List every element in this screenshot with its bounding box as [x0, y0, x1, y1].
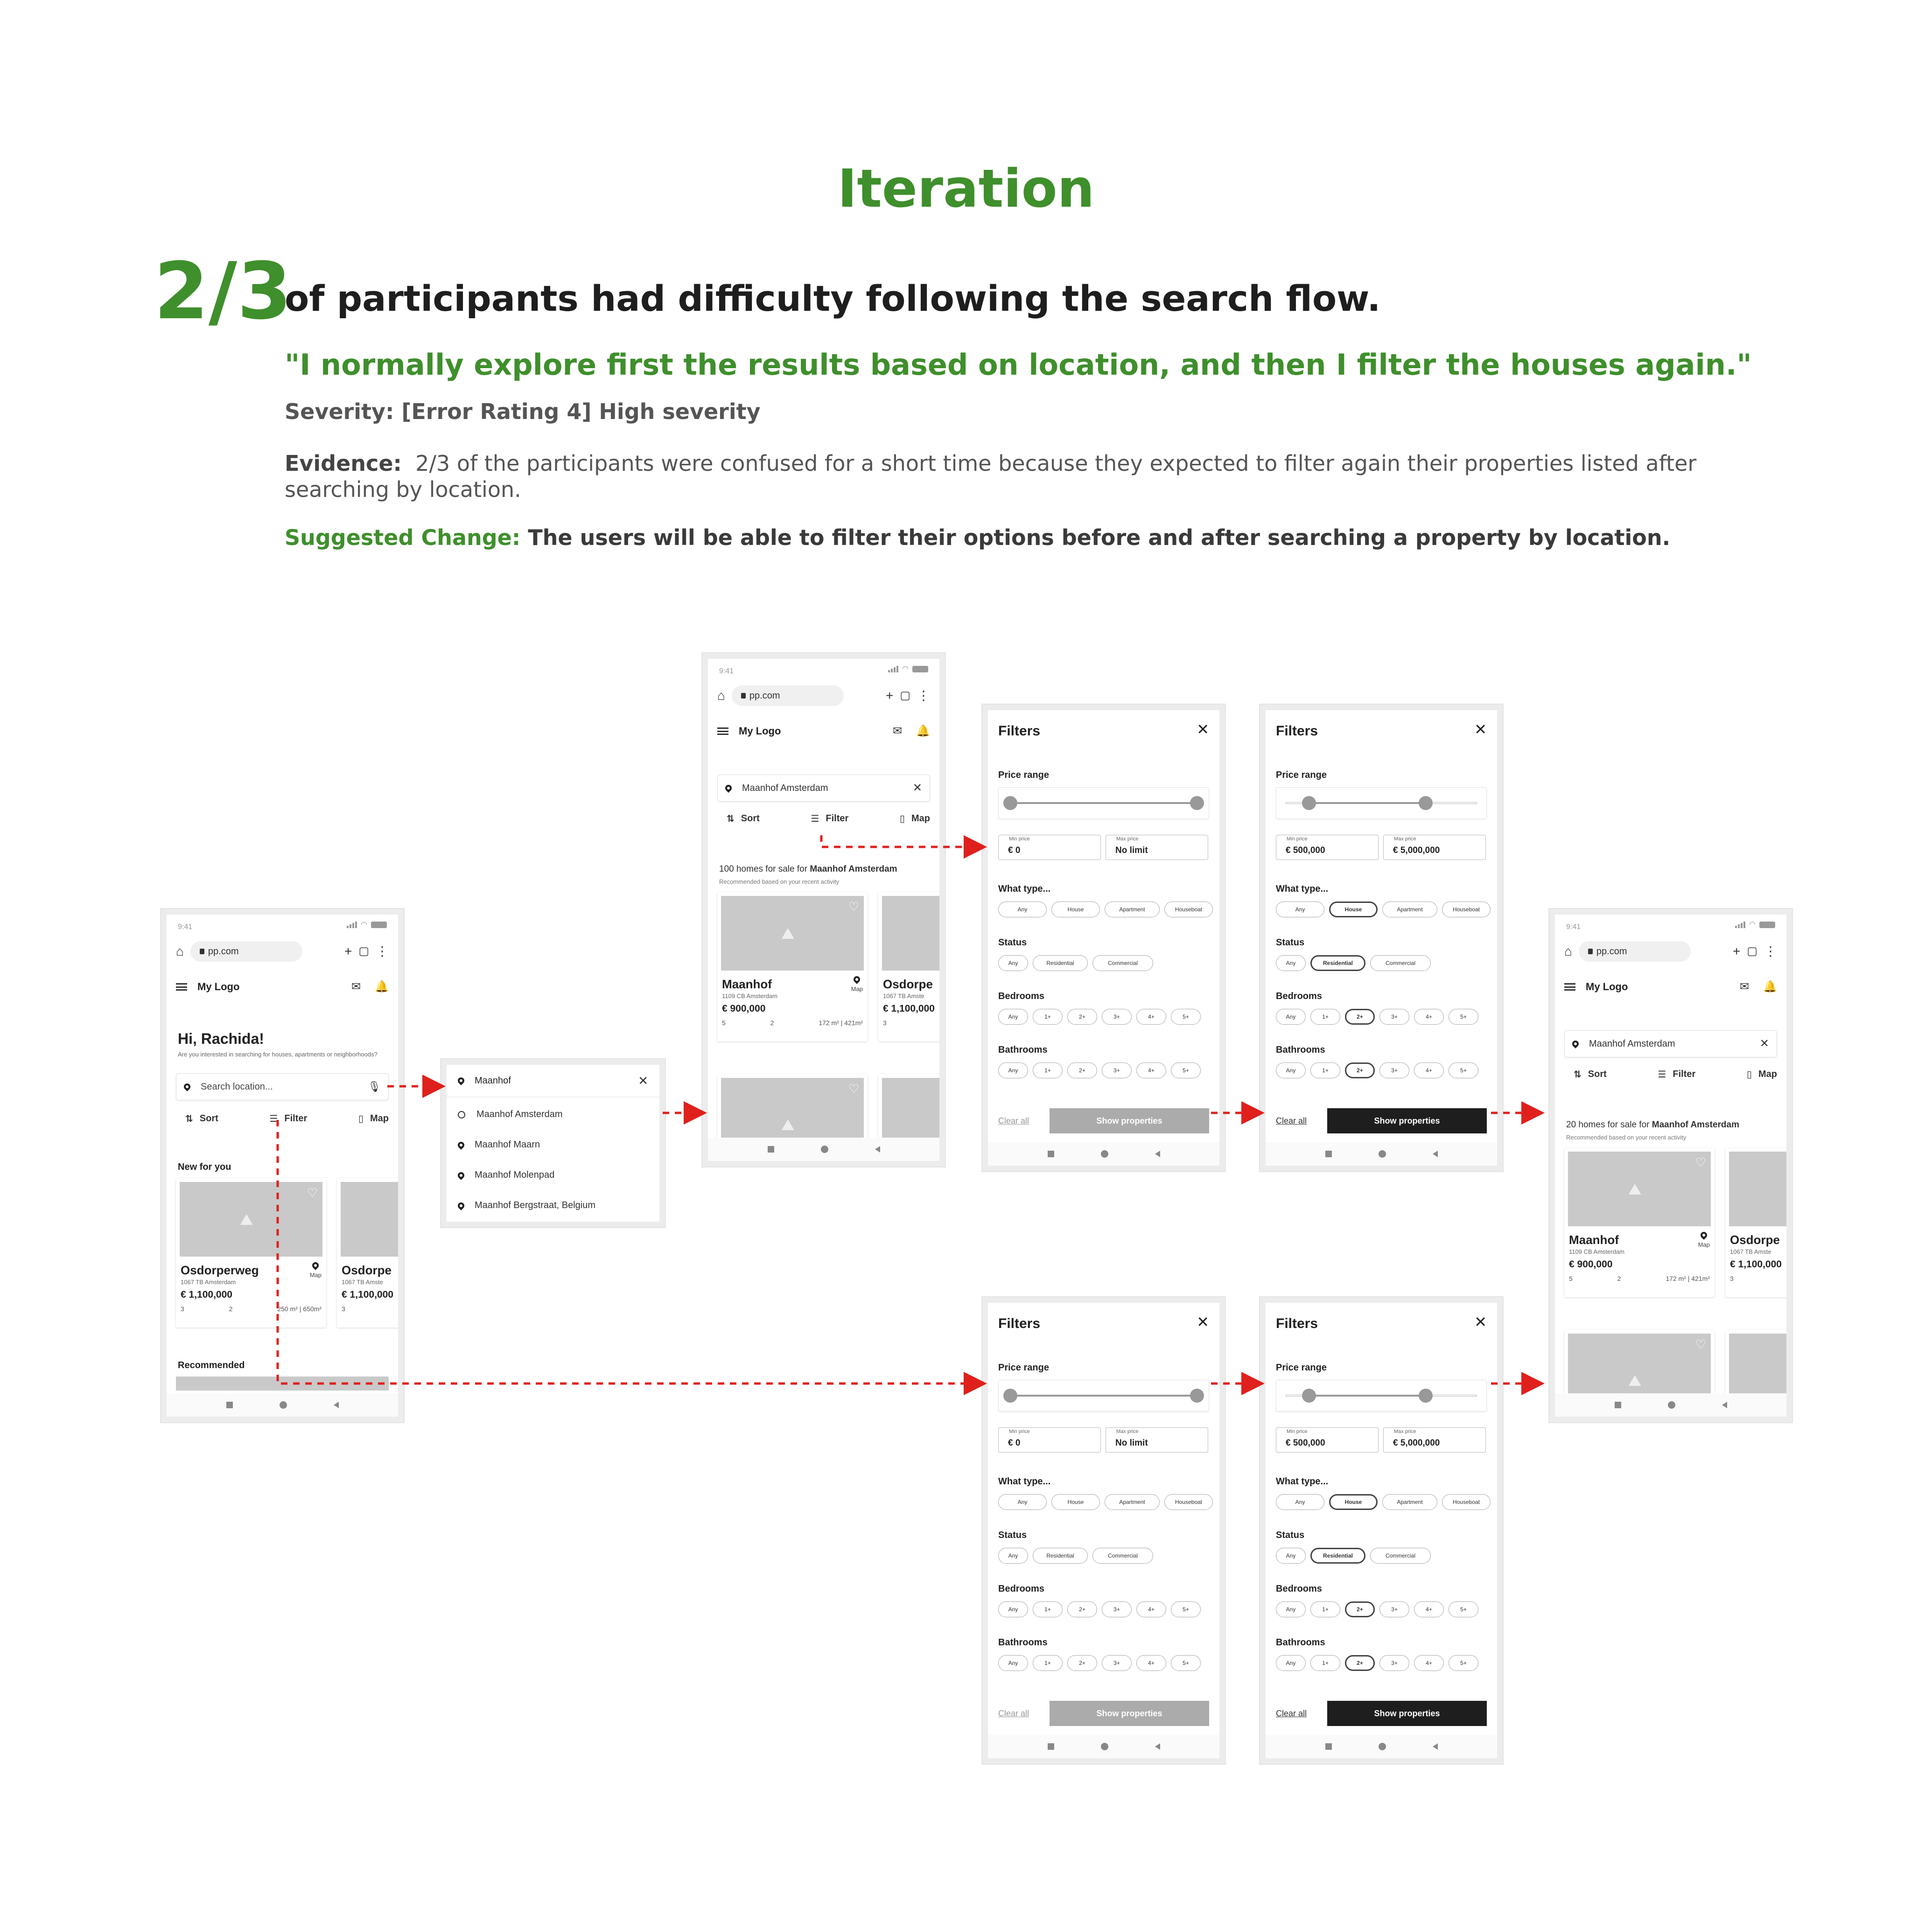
sort-label: Sort — [199, 1113, 218, 1124]
results-count-prefix: 20 homes for sale for — [1566, 1120, 1652, 1130]
home-icon[interactable]: ⌂ — [176, 944, 184, 958]
map-icon: ▯ — [899, 814, 905, 824]
type-label: What type... — [1276, 884, 1329, 894]
new-tab-icon[interactable]: + — [1732, 944, 1741, 958]
filter-chip[interactable]: 2+ — [1067, 1062, 1097, 1078]
filter-chip[interactable]: 2+ — [1345, 1655, 1375, 1671]
filter-chip[interactable]: 5+ — [1449, 1655, 1478, 1671]
filter-chip[interactable]: 2+ — [1067, 1655, 1097, 1671]
property-price: € 1,100,000 — [181, 1289, 232, 1300]
filter-chip[interactable]: Apartment — [1382, 1494, 1437, 1510]
bathrooms-label: Bathrooms — [1276, 1045, 1325, 1055]
filter-chip[interactable]: Any — [998, 1494, 1047, 1510]
filters-title: Filters — [998, 1316, 1041, 1331]
status-time: 9:41 — [719, 667, 734, 675]
filters-title: Filters — [1276, 1316, 1318, 1331]
wifi-icon: ◠ — [361, 921, 367, 929]
filter-chip[interactable]: 1+ — [1033, 1601, 1063, 1617]
search-placeholder: Search location... — [201, 1081, 273, 1092]
filter-chip[interactable]: 3+ — [1102, 1062, 1132, 1078]
filter-chip[interactable]: Any — [998, 902, 1047, 917]
filter-chip[interactable]: Any — [1276, 1548, 1306, 1564]
wifi-icon: ◠ — [902, 665, 909, 673]
max-price-label: Max price — [1394, 1429, 1416, 1434]
image-placeholder-icon: ⛰ — [240, 1211, 253, 1229]
bed-count: 3 — [883, 1019, 887, 1027]
max-price-label: Max price — [1116, 836, 1139, 842]
filter-chip[interactable]: 2+ — [1067, 1009, 1097, 1025]
greeting-subtext: Are you interested in searching for houses, apartments or neighborhoods? — [178, 1051, 378, 1058]
filter-label: Filter — [284, 1113, 308, 1124]
filter-chip[interactable]: Any — [998, 1655, 1028, 1671]
clear-all-button[interactable]: Clear all — [1276, 1708, 1307, 1718]
filter-chip[interactable]: Any — [998, 1548, 1028, 1564]
filter-chip[interactable]: 4+ — [1136, 1062, 1166, 1078]
property-price: € 1,100,000 — [883, 1003, 935, 1014]
suggestion-label: Maanhof Bergstraat, Belgium — [475, 1200, 596, 1210]
filters-title: Filters — [998, 723, 1041, 739]
stat-text: of participants had difficulty following the search flow. — [285, 278, 1381, 319]
max-price-value: No limit — [1115, 846, 1148, 855]
property-price: € 1,100,000 — [342, 1289, 393, 1300]
filter-chip[interactable]: Any — [1276, 1494, 1324, 1510]
filter-chip[interactable]: Any — [1276, 1655, 1306, 1671]
filter-chip[interactable]: 5+ — [1449, 1601, 1478, 1617]
filter-chip[interactable]: House — [1051, 1494, 1100, 1510]
filter-chip[interactable]: 4+ — [1136, 1601, 1166, 1617]
filter-chip[interactable]: Any — [998, 955, 1028, 971]
type-label: What type... — [998, 884, 1051, 894]
property-name: Osdorpe — [883, 977, 933, 991]
heart-icon[interactable]: ♡ — [1695, 1337, 1706, 1351]
filter-chip[interactable]: 4+ — [1414, 1601, 1444, 1617]
max-price-value: No limit — [1115, 1438, 1148, 1448]
image-placeholder-icon: ⛰ — [1628, 1372, 1642, 1390]
logo: My Logo — [1586, 981, 1628, 992]
min-price-value: € 0 — [1008, 1438, 1021, 1448]
section-recommended: Recommended — [178, 1360, 245, 1370]
filter-chip[interactable]: Commercial — [1370, 1548, 1431, 1564]
logo: My Logo — [739, 725, 781, 737]
filter-chip[interactable]: 5+ — [1449, 1009, 1478, 1025]
min-price-label: Min price — [1009, 1429, 1030, 1434]
close-icon[interactable]: ✕ — [1474, 1314, 1487, 1330]
filter-chip[interactable]: Houseboat — [1164, 902, 1213, 917]
filter-icon: ☰ — [1658, 1069, 1666, 1080]
suggested-label: Suggested Change: — [285, 525, 521, 550]
property-name: Osdorperweg — [181, 1263, 259, 1277]
filter-chip[interactable]: 4+ — [1136, 1009, 1166, 1025]
results-count-place: Maanhof Amsterdam — [810, 864, 897, 874]
greeting: Hi, Rachida! — [178, 1030, 264, 1047]
max-price-value: € 5,000,000 — [1393, 846, 1440, 855]
filter-chip[interactable]: Residential — [1033, 1548, 1088, 1564]
filter-chip[interactable]: Residential — [1310, 1548, 1365, 1564]
filter-chip[interactable]: Any — [998, 1601, 1028, 1617]
sort-icon: ⇅ — [727, 814, 735, 824]
property-address: 1109 CB Amsterdam — [1569, 1248, 1624, 1255]
bedrooms-label: Bedrooms — [1276, 1584, 1322, 1594]
filter-chip[interactable]: Any — [1276, 1062, 1306, 1078]
mail-icon[interactable]: ✉ — [351, 980, 361, 993]
filter-icon: ☰ — [811, 814, 819, 824]
new-tab-icon[interactable]: + — [344, 944, 352, 958]
recommended-note: Recommended based on your recent activity — [719, 878, 840, 885]
property-name: Maanhof — [722, 977, 772, 991]
filter-chip[interactable]: 4+ — [1414, 1062, 1444, 1078]
show-properties-button[interactable]: Show properties — [1050, 1108, 1209, 1133]
more-icon[interactable]: ⋮ — [917, 688, 930, 703]
evidence-text: 2/3 of the participants were confused for a short time because they expected to filter again their properties listed after searching by location. — [285, 451, 1697, 502]
sort-icon: ⇅ — [1574, 1069, 1582, 1080]
filter-chip[interactable]: 3+ — [1379, 1009, 1409, 1025]
participant-quote: "I normally explore first the results based on location, and then I filter the houses again." — [285, 348, 1752, 382]
filter-chip[interactable]: 3+ — [1379, 1601, 1409, 1617]
filter-chip[interactable]: 4+ — [1136, 1655, 1166, 1671]
bedrooms-label: Bedrooms — [998, 1584, 1044, 1594]
property-address: 1109 CB Amsterdam — [722, 992, 777, 999]
filter-chip[interactable]: 5+ — [1171, 1601, 1201, 1617]
filter-chip[interactable]: 5+ — [1171, 1062, 1201, 1078]
evidence-label: Evidence: — [285, 451, 402, 476]
max-price-label: Max price — [1394, 836, 1416, 842]
status-time: 9:41 — [1566, 923, 1581, 931]
status-label: Status — [1276, 1530, 1305, 1540]
sort-icon: ⇅ — [185, 1114, 193, 1124]
logo: My Logo — [197, 981, 240, 992]
heart-icon[interactable]: ♡ — [848, 900, 859, 914]
bed-count: 3 — [1730, 1275, 1734, 1282]
min-price-label: Min price — [1287, 1429, 1308, 1434]
max-price-value: € 5,000,000 — [1393, 1438, 1440, 1448]
filter-chip[interactable]: 3+ — [1102, 1655, 1132, 1671]
area: 172 m² | 421m² — [1666, 1275, 1710, 1282]
show-properties-button[interactable]: Show properties — [1050, 1701, 1209, 1726]
filter-chip[interactable]: 3+ — [1102, 1601, 1132, 1617]
map-label: Map — [370, 1113, 389, 1124]
tabs-icon[interactable]: ▢ — [900, 689, 910, 702]
close-icon[interactable]: ✕ — [1474, 721, 1487, 738]
url-text: pp.com — [749, 690, 780, 701]
bath-count: 2 — [1617, 1275, 1621, 1282]
filter-chip[interactable]: 1+ — [1033, 1655, 1063, 1671]
heart-icon[interactable]: ♡ — [1695, 1155, 1706, 1169]
map-icon: ▯ — [1746, 1069, 1752, 1080]
show-properties-button[interactable]: Show properties — [1327, 1108, 1487, 1133]
filter-chip[interactable]: 1+ — [1310, 1655, 1340, 1671]
filter-chip[interactable]: 1+ — [1033, 1009, 1063, 1025]
map-icon: ▯ — [358, 1114, 364, 1124]
bed-count: 3 — [181, 1305, 184, 1313]
filter-chip[interactable]: 5+ — [1449, 1062, 1478, 1078]
filter-chip[interactable]: 1+ — [1033, 1062, 1063, 1078]
filter-chip[interactable]: 2+ — [1345, 1601, 1375, 1617]
clear-all-button[interactable]: Clear all — [1276, 1116, 1307, 1125]
status-time: 9:41 — [178, 923, 193, 931]
arrow-home-filter-to-filters — [278, 1120, 982, 1384]
filter-chip[interactable]: 2+ — [1067, 1601, 1097, 1617]
bedrooms-label: Bedrooms — [998, 991, 1044, 1001]
price-range-label: Price range — [998, 770, 1049, 780]
suggestion-label: Maanhof Molenpad — [475, 1170, 555, 1180]
stat-number: 2/3 — [154, 245, 292, 337]
bathrooms-label: Bathrooms — [1276, 1637, 1325, 1648]
filter-chip[interactable]: Houseboat — [1164, 1494, 1213, 1510]
image-placeholder-icon: ⛰ — [1628, 1181, 1642, 1198]
filter-chip[interactable]: 3+ — [1379, 1062, 1409, 1078]
filter-chip[interactable]: Any — [1276, 955, 1306, 971]
status-label: Status — [998, 937, 1027, 948]
filter-chip[interactable]: 3+ — [1379, 1655, 1409, 1671]
bell-icon[interactable]: 🔔 — [1763, 980, 1777, 993]
bath-count: 2 — [770, 1019, 774, 1027]
map-link-label: Map — [309, 1272, 322, 1279]
min-price-value: € 500,000 — [1286, 1438, 1325, 1448]
new-tab-icon[interactable]: + — [885, 688, 894, 703]
filter-chip[interactable]: 4+ — [1414, 1009, 1444, 1025]
tabs-icon[interactable]: ▢ — [358, 945, 369, 958]
filter-chip[interactable]: Any — [1276, 1601, 1306, 1617]
filter-chip[interactable]: Houseboat — [1442, 1494, 1491, 1510]
min-price-label: Min price — [1009, 836, 1030, 842]
bell-icon[interactable]: 🔔 — [375, 980, 389, 993]
price-range-label: Price range — [998, 1363, 1049, 1373]
property-price: € 900,000 — [1569, 1259, 1613, 1270]
filter-chip[interactable]: 1+ — [1310, 1601, 1340, 1617]
status-label: Status — [1276, 937, 1305, 948]
clear-all-button[interactable]: Clear all — [998, 1116, 1029, 1125]
bell-icon[interactable]: 🔔 — [916, 725, 930, 737]
min-price-value: € 500,000 — [1286, 846, 1325, 855]
show-properties-button[interactable]: Show properties — [1327, 1701, 1487, 1726]
close-icon[interactable]: ✕ — [1197, 1314, 1209, 1330]
area: 250 m² | 650m² — [277, 1305, 322, 1313]
filter-chip[interactable]: Houseboat — [1442, 902, 1491, 917]
tabs-icon[interactable]: ▢ — [1747, 945, 1757, 958]
mail-icon[interactable]: ✉ — [1740, 980, 1750, 993]
search-value: Maanhof Amsterdam — [742, 783, 828, 793]
sort-label: Sort — [741, 813, 760, 824]
severity-rating: Severity: [Error Rating 4] High severity — [285, 399, 761, 424]
map-link-label: Map — [851, 985, 863, 992]
results-count-prefix: 100 homes for sale for — [719, 864, 810, 874]
filter-chip[interactable]: Apartment — [1382, 902, 1437, 917]
filter-label: Filter — [826, 813, 849, 824]
search-query: Maanhof — [475, 1075, 511, 1086]
mail-icon[interactable]: ✉ — [893, 725, 903, 737]
section-new-for-you: New for you — [178, 1162, 231, 1172]
filter-chip[interactable]: 5+ — [1171, 1655, 1201, 1671]
min-price-label: Min price — [1287, 836, 1308, 842]
max-price-label: Max price — [1116, 1429, 1139, 1434]
filter-label: Filter — [1673, 1069, 1696, 1079]
suggestion-label: Maanhof Maarn — [475, 1139, 540, 1150]
wifi-icon: ◠ — [1749, 921, 1756, 929]
more-icon[interactable]: ⋮ — [1764, 944, 1777, 958]
image-placeholder-icon: ⛰ — [781, 925, 795, 943]
filter-chip[interactable]: 5+ — [1171, 1009, 1201, 1025]
heart-icon[interactable]: ♡ — [848, 1082, 859, 1096]
more-icon[interactable]: ⋮ — [376, 944, 389, 958]
filter-icon: ☰ — [269, 1114, 278, 1124]
filter-chip[interactable]: 1+ — [1310, 1009, 1340, 1025]
filter-chip[interactable]: Commercial — [1092, 1548, 1153, 1564]
property-price: € 900,000 — [722, 1003, 766, 1014]
filter-chip[interactable]: Any — [998, 1062, 1028, 1078]
property-name: Osdorpe — [342, 1263, 392, 1277]
clear-all-button[interactable]: Clear all — [998, 1708, 1029, 1718]
filter-chip[interactable]: 2+ — [1345, 1009, 1375, 1025]
filters-title: Filters — [1276, 723, 1318, 739]
property-price: € 1,100,000 — [1730, 1259, 1782, 1270]
filter-chip[interactable]: House — [1329, 902, 1378, 917]
property-address: 1067 TB Amsterdam — [181, 1279, 236, 1286]
price-range-label: Price range — [1276, 1363, 1327, 1373]
property-address: 1067 TB Amste — [342, 1279, 383, 1286]
close-icon[interactable]: ✕ — [912, 782, 922, 794]
bed-count: 5 — [1569, 1275, 1573, 1282]
close-icon[interactable]: ✕ — [638, 1074, 648, 1088]
sort-label: Sort — [1588, 1069, 1607, 1079]
map-label: Map — [1758, 1069, 1777, 1079]
filter-chip[interactable]: Any — [1276, 902, 1324, 917]
page-title: Iteration — [837, 159, 1095, 219]
filter-chip[interactable]: Apartment — [1105, 902, 1160, 917]
filter-chip[interactable]: Residential — [1033, 955, 1088, 971]
filter-chip[interactable]: 1+ — [1310, 1062, 1340, 1078]
area: 172 m² | 421m² — [819, 1019, 863, 1027]
arrow-results-filter-to-filters — [821, 835, 982, 847]
close-icon[interactable]: ✕ — [1197, 721, 1209, 738]
filter-chip[interactable]: Any — [1276, 1009, 1306, 1025]
price-range-label: Price range — [1276, 770, 1327, 780]
filter-chip[interactable]: Commercial — [1370, 955, 1431, 971]
filter-chip[interactable]: 3+ — [1102, 1009, 1132, 1025]
type-label: What type... — [998, 1476, 1051, 1487]
url-text: pp.com — [208, 946, 239, 957]
results-count-place: Maanhof Amsterdam — [1652, 1120, 1739, 1130]
suggested-text: The users will be able to filter their options before and after searching a property by location. — [528, 525, 1671, 550]
bathrooms-label: Bathrooms — [998, 1637, 1048, 1648]
home-icon[interactable]: ⌂ — [717, 688, 725, 703]
filter-chip[interactable]: House — [1329, 1494, 1378, 1510]
filter-chip[interactable]: Apartment — [1105, 1494, 1160, 1510]
type-label: What type... — [1276, 1476, 1329, 1487]
heart-icon[interactable]: ♡ — [307, 1186, 318, 1200]
filter-chip[interactable]: Commercial — [1092, 955, 1153, 971]
home-icon[interactable]: ⌂ — [1564, 944, 1572, 958]
status-label: Status — [998, 1530, 1027, 1540]
recommended-note: Recommended based on your recent activity — [1566, 1134, 1687, 1141]
bathrooms-label: Bathrooms — [998, 1045, 1048, 1055]
map-label: Map — [911, 813, 930, 824]
url-text: pp.com — [1596, 946, 1627, 957]
filter-chip[interactable]: Residential — [1310, 955, 1365, 971]
bath-count: 2 — [229, 1305, 233, 1313]
filter-chip[interactable]: House — [1051, 902, 1100, 917]
suggestion-label: Maanhof Amsterdam — [476, 1109, 563, 1119]
bed-count: 5 — [722, 1019, 726, 1027]
bed-count: 3 — [342, 1305, 345, 1313]
filter-chip[interactable]: 2+ — [1345, 1062, 1375, 1078]
filter-chip[interactable]: 4+ — [1414, 1655, 1444, 1671]
property-address: 1067 TB Amste — [883, 992, 924, 999]
property-name: Osdorpe — [1730, 1233, 1780, 1247]
min-price-value: € 0 — [1008, 846, 1021, 855]
search-value: Maanhof Amsterdam — [1589, 1038, 1675, 1049]
property-address: 1067 TB Amste — [1730, 1248, 1771, 1255]
mic-icon[interactable]: 🎙 — [368, 1081, 381, 1092]
image-placeholder-icon: ⛰ — [781, 1116, 795, 1134]
property-name: Maanhof — [1569, 1233, 1619, 1247]
close-icon[interactable]: ✕ — [1759, 1037, 1769, 1050]
bedrooms-label: Bedrooms — [1276, 991, 1322, 1001]
filter-chip[interactable]: Any — [998, 1009, 1028, 1025]
map-link-label: Map — [1698, 1241, 1710, 1248]
